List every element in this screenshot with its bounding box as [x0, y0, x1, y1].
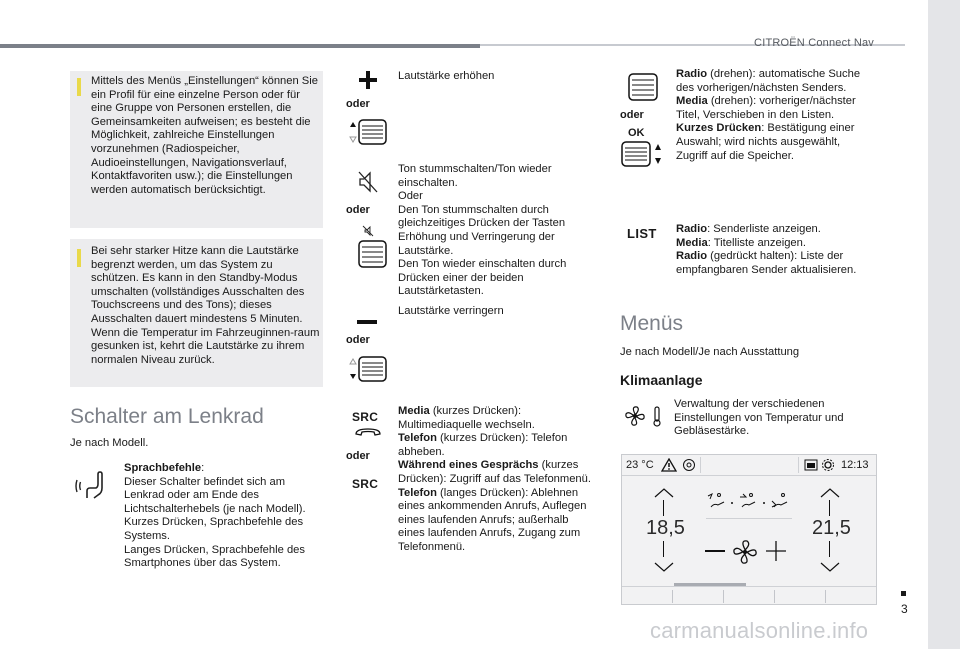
divider: [723, 590, 724, 603]
src-label: SRC: [352, 410, 379, 424]
info-text-profiles: Mittels des Menüs „Einstellungen“ können Sie ein Profil für eine einzelne Person oder für eine Gruppe von Personen erstellen, die Gemeinsamkeiten aufweisen; es besteht die Möglichkeit, zahlreiche Einstellungen vorzunehmen (Radiospeicher, Audioeinstellungen, Navigationsverlauf, Kontaktfavoriten usw.); die Einstellungen werden automatisch berücksichtigt.: [91, 75, 318, 196]
radio-desc: : Bestätigung einer Auswahl; wird nichts ausgewählt, Zugriff auf die Speicher.: [676, 122, 855, 162]
src-label-2: SRC: [352, 477, 379, 491]
list-line: [676, 223, 872, 237]
divider: [774, 590, 775, 603]
media-line: [676, 95, 872, 122]
plus-icon: [358, 70, 378, 90]
settings-icon: [821, 458, 835, 475]
radio-line: [676, 68, 872, 95]
divider: [825, 590, 826, 603]
fan-increase-button[interactable]: [766, 541, 786, 566]
src-bold: Telefon: [398, 486, 437, 499]
src-bold: Während eines Gesprächs: [398, 459, 539, 472]
temp-right: 21,5: [812, 517, 851, 539]
warning-icon: [661, 458, 677, 475]
ok-label: OK: [628, 127, 645, 139]
divider: [798, 457, 799, 473]
temp-scale: [829, 541, 830, 557]
list-bold: Radio: [676, 250, 708, 263]
page-number: 3: [901, 602, 908, 616]
src-desc: (kurzes Drücken): Zugriff auf das Telefonmenü.: [398, 459, 591, 485]
radio-desc: (drehen): vorheriger/nächster Titel, Verschieben in den Listen.: [676, 95, 856, 121]
voice-command-icon: [74, 471, 110, 501]
temp-left-up-button[interactable]: [654, 485, 674, 503]
divider: [700, 457, 701, 473]
speaker-mute-icon: [357, 170, 379, 194]
oder-label: oder: [346, 204, 370, 216]
air-distribution-icons[interactable]: [706, 491, 796, 516]
outside-temp: 23 °C: [626, 459, 654, 471]
fan-temperature-icon: [624, 405, 664, 427]
climate-screen: [621, 454, 877, 605]
clock: 12:13: [841, 459, 869, 471]
wheel-icon: [626, 72, 660, 102]
oder-label: oder: [346, 334, 370, 346]
phone-handset-icon: [354, 425, 382, 437]
src-desc: (langes Drücken): Ablehnen eines ankommenden Anrufs, Auflegen eines laufenden Anrufs; außerhalb eines laufenden Anrufs, Zugang zum Telefonmenü.: [398, 486, 587, 553]
src-line-call: [398, 459, 598, 486]
list-label: LIST: [627, 226, 657, 241]
oder-label: oder: [346, 98, 370, 110]
src-line-media: [398, 405, 598, 432]
connected-services-icon: [682, 458, 696, 475]
climate-subtitle: Klimaanlage: [620, 372, 703, 388]
list-line: [676, 250, 872, 277]
volume-up-text: Lautstärke erhöhen: [398, 70, 495, 82]
minus-icon: [356, 312, 378, 318]
oder-label: oder: [620, 109, 644, 121]
wheel-scroll-down-icon: [347, 354, 389, 384]
fan-icon: [732, 539, 758, 570]
voice-colon: :: [201, 462, 205, 474]
section-title-menus: Menüs: [620, 312, 684, 335]
sd-card-icon: [804, 459, 818, 474]
section-title-steering: Schalter am Lenkrad: [70, 405, 264, 428]
info-text-heat: Bei sehr starker Hitze kann die Lautstärke begrenzt werden, um das System zu schützen. Es kann in den Standby-Modus umschalten (vollständiges Ausschalten des Touchscreens und des Tons); dieses Ausschalten dauert mindestens 5 Minuten. Wenn die Temperatur im Fahrzeuginnen-raum gesunken ist, kehrt die Lautstärke zu ihrem normalen Niveau zurück.: [91, 245, 320, 366]
page-side-band: [928, 0, 960, 649]
watermark: carmanualsonline.info: [650, 618, 869, 643]
radio-text: [676, 68, 872, 163]
radio-bold: Radio: [676, 68, 708, 80]
list-text: [676, 223, 872, 277]
temp-left: 18,5: [646, 517, 685, 539]
active-indicator: [674, 583, 746, 586]
src-desc: (kurzes Drücken): Telefon abheben.: [398, 432, 568, 458]
fan-decrease-button[interactable]: [705, 550, 725, 552]
page-marker: [901, 591, 906, 596]
climate-text: Verwaltung der verschiedenen Einstellungen von Temperatur und Gebläsestärke.: [674, 398, 844, 438]
steering-intro: Je nach Modell.: [70, 437, 149, 449]
src-bold: Media: [398, 405, 430, 417]
radio-desc: (drehen): automatische Suche des vorherigen/nächsten Senders.: [676, 68, 861, 94]
list-desc: : Titelliste anzeigen.: [707, 236, 806, 249]
oder-label: oder: [346, 450, 370, 462]
voice-commands-text: Dieser Schalter befindet sich am Lenkrad oder am Ende des Lichtschalterhebels (je nach Modell). Kurzes Drücken, Sprachbefehle des Systems. Langes Drücken, Sprachbefehle des Smartphones über das System.: [124, 475, 306, 570]
wheel-scroll-up-icon: [347, 117, 389, 147]
src-line-phone-long: [398, 487, 598, 555]
list-bold: Radio: [676, 223, 708, 235]
radio-bold: Media: [676, 95, 708, 108]
temp-right-up-button[interactable]: [820, 485, 840, 503]
src-desc: (kurzes Drücken): Multimediaquelle wechseln.: [398, 405, 535, 431]
list-bold: Media: [676, 236, 708, 249]
temp-left-down-button[interactable]: [654, 559, 674, 577]
temp-right-down-button[interactable]: [820, 559, 840, 577]
voice-commands-label: Sprachbefehle: [124, 462, 202, 474]
list-desc: : Senderliste anzeigen.: [707, 223, 821, 235]
wheel-ok-scroll-icon: [620, 140, 666, 168]
temp-scale: [663, 541, 664, 557]
src-text: [398, 405, 598, 555]
status-bar: [622, 455, 876, 476]
info-marker: [77, 249, 81, 267]
divider: [672, 590, 673, 603]
shortcut-bar: [622, 586, 876, 605]
src-line-phone: [398, 432, 598, 459]
temp-scale: [829, 500, 830, 516]
wheel-press-mute-icon: [351, 224, 389, 270]
radio-bold: Kurzes Drücken: [676, 122, 762, 135]
voice-commands-block: [124, 462, 324, 571]
list-line: [676, 237, 872, 251]
menus-intro: Je nach Modell/Je nach Ausstattung: [620, 346, 800, 358]
mute-text: Ton stummschalten/Ton wieder einschalten. Oder Den Ton stummschalten durch gleichzeitiges Drücken der Tasten Erhöhung und Verringerung der Lautstärke. Den Ton wieder einschalten durch Drücken einer der beiden Lautstärketasten.: [398, 163, 567, 298]
top-rule: [0, 44, 480, 48]
short-press-line: [676, 122, 872, 163]
list-desc: (gedrückt halten): Liste der empfangbaren Sender aktualisieren.: [676, 250, 857, 276]
info-marker: [77, 78, 81, 96]
page-header: CITROËN Connect Nav: [754, 37, 874, 49]
divider: [706, 518, 792, 519]
temp-scale: [663, 500, 664, 516]
volume-down-text: Lautstärke verringern: [398, 305, 504, 317]
src-bold: Telefon: [398, 432, 437, 445]
